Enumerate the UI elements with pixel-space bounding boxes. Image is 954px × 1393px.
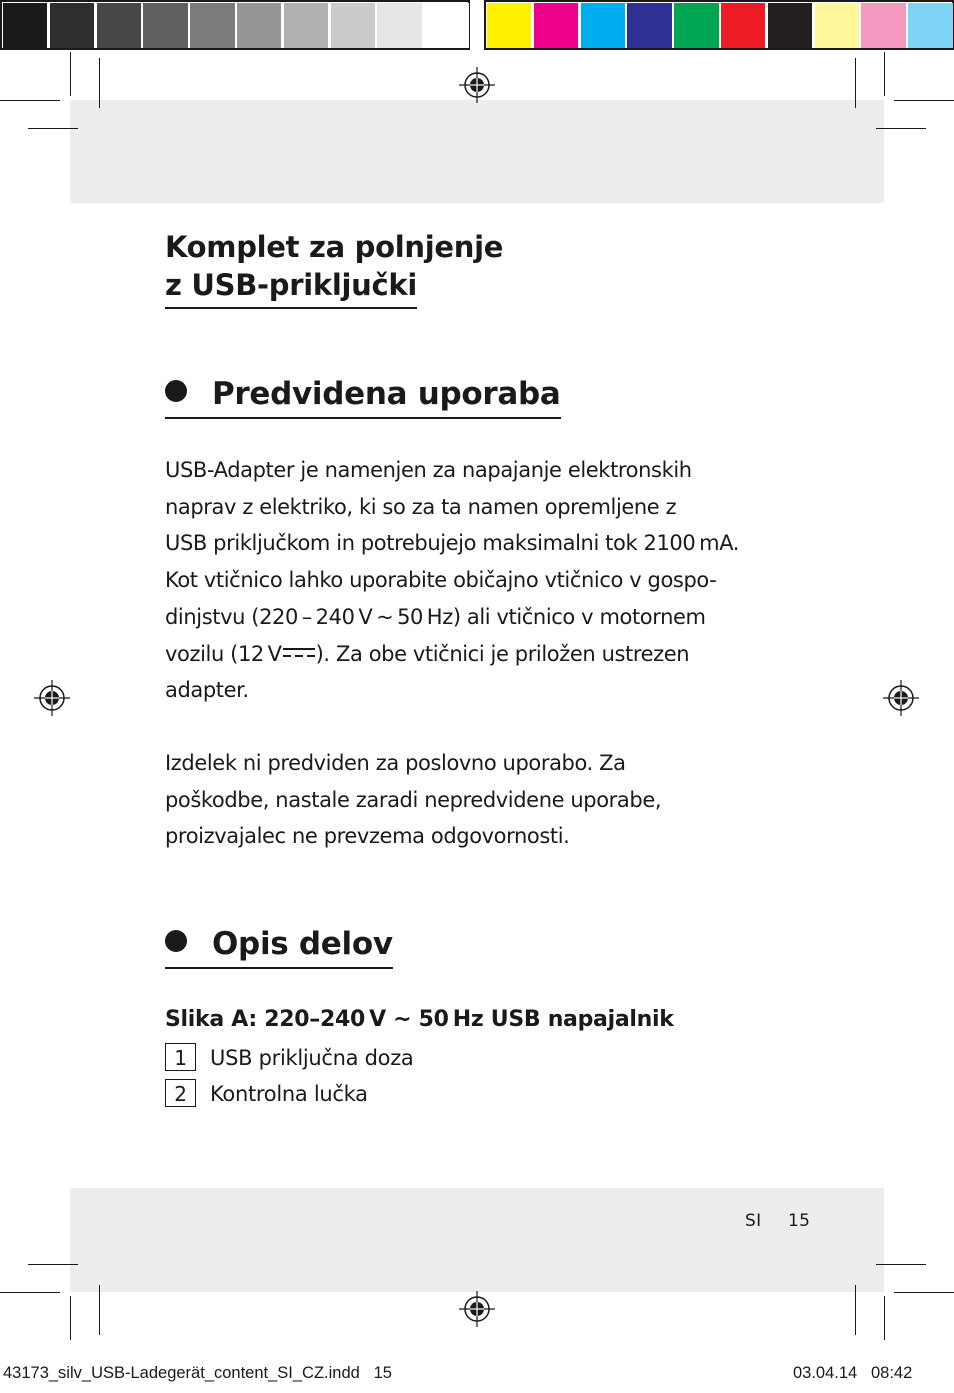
registration-mark-icon (34, 680, 70, 716)
list-item (165, 1079, 368, 1109)
text-line: USB-Adapter je namenjen za napajanje elektronskih (165, 458, 692, 482)
figure-caption: Slika A: 220–240 V ~ 50 Hz USB napajalnik (165, 1007, 674, 1032)
text-line (165, 636, 805, 673)
color-swatch (424, 3, 468, 48)
color-swatch (861, 3, 905, 48)
color-swatch (768, 3, 812, 48)
text-line: poškodbe, nastale zaradi nepredvidene uporabe, (165, 787, 662, 812)
text-line: USB priključkom in potrebujejo maksimalni tok 2100 mA. (165, 531, 740, 556)
color-swatch (284, 3, 328, 48)
section-heading-usage-text: Predvidena uporaba (212, 376, 561, 412)
text-line: Kot vtičnico lahko uporabite običajno vtičnico v gospo- (165, 568, 717, 593)
section-heading-parts-text: Opis delov (212, 926, 393, 962)
page-title-line1: Komplet za polnjenje (165, 230, 504, 264)
color-swatch (487, 3, 531, 48)
text-line: dinjstvu (220 – 240 V ~ 50 Hz) ali vtičnico v motornem (165, 604, 706, 629)
list-item (165, 1043, 414, 1073)
section-heading-usage (165, 376, 561, 419)
header-band (70, 100, 884, 203)
usage-paragraph-2 (165, 745, 805, 855)
slug-date: 03.04.14 08:42 (793, 1364, 913, 1382)
registration-mark-icon (459, 67, 495, 103)
text-fragment: ). Za obe vtičnici je priložen ustrezen (315, 641, 690, 666)
direct-current-symbol-icon (283, 645, 315, 659)
footer-page-number: 15 (788, 1211, 811, 1231)
text-line: naprav z elektriko, ki so za ta namen opremljene z (165, 494, 677, 519)
text-line: Izdelek ni predviden za poslovno uporabo. Za (165, 751, 626, 775)
text-line: proizvajalec ne prevzema odgovornosti. (165, 824, 570, 849)
color-swatch (627, 3, 671, 48)
color-swatch (50, 3, 94, 48)
color-swatch (190, 3, 234, 48)
page-title (165, 228, 503, 309)
color-swatch (143, 3, 187, 48)
color-swatch (377, 3, 421, 48)
item-label: USB priključna doza (210, 1046, 414, 1070)
section-heading-parts (165, 926, 393, 969)
registration-mark-icon (459, 1291, 495, 1327)
color-swatch (581, 3, 625, 48)
item-number: 1 (165, 1043, 196, 1071)
color-swatch (534, 3, 578, 48)
color-swatch (815, 3, 859, 48)
footer-band (70, 1188, 884, 1292)
text-line: adapter. (165, 678, 249, 703)
color-swatch (908, 3, 952, 48)
bullet-icon (165, 380, 187, 402)
bullet-icon (165, 930, 187, 952)
item-number: 2 (165, 1079, 196, 1107)
color-swatch (331, 3, 375, 48)
page-title-line2: z USB-priključki (165, 266, 417, 309)
color-swatch (721, 3, 765, 48)
item-label: Kontrolna lučka (210, 1082, 368, 1106)
footer-language: SI (745, 1211, 762, 1231)
slug-filename: 43173_silv_USB-Ladegerät_content_SI_CZ.indd 15 (3, 1364, 392, 1382)
color-swatch (674, 3, 718, 48)
color-swatch (237, 3, 281, 48)
color-swatch (97, 3, 141, 48)
color-swatch (3, 3, 47, 48)
usage-paragraph-1 (165, 452, 805, 709)
text-fragment: vozilu (12 V (165, 641, 282, 666)
registration-mark-icon (883, 680, 919, 716)
